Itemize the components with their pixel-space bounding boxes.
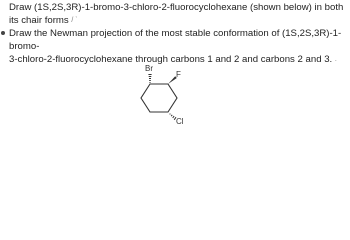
cyclohexane-structure <box>130 60 200 130</box>
br-label: Br <box>145 64 153 73</box>
c1-br-hashed-bond <box>148 75 151 83</box>
question-2-line-2: 3-chloro-2-fluorocyclohexane through carbons 1 and 2 and carbons 2 and 3. <box>9 54 333 65</box>
cl-label: Cl <box>176 117 184 126</box>
cyclohexane-ring <box>141 84 177 112</box>
question-2-line-1: Draw the Newman projection of the most stable conformation of (1S,2S,3R)-1-bromo- <box>9 28 342 52</box>
question-1-text: Draw (1S,2S,3R)-1-bromo-3-chloro-2-fluorocyclohexane (shown below) in both its chair forms <box>9 2 344 26</box>
question-1 <box>9 1 345 27</box>
question-1-tail: / ` <box>71 17 78 24</box>
question-2-tail: . <box>334 56 337 63</box>
f-label: F <box>176 70 181 79</box>
bullet-icon <box>1 31 5 35</box>
